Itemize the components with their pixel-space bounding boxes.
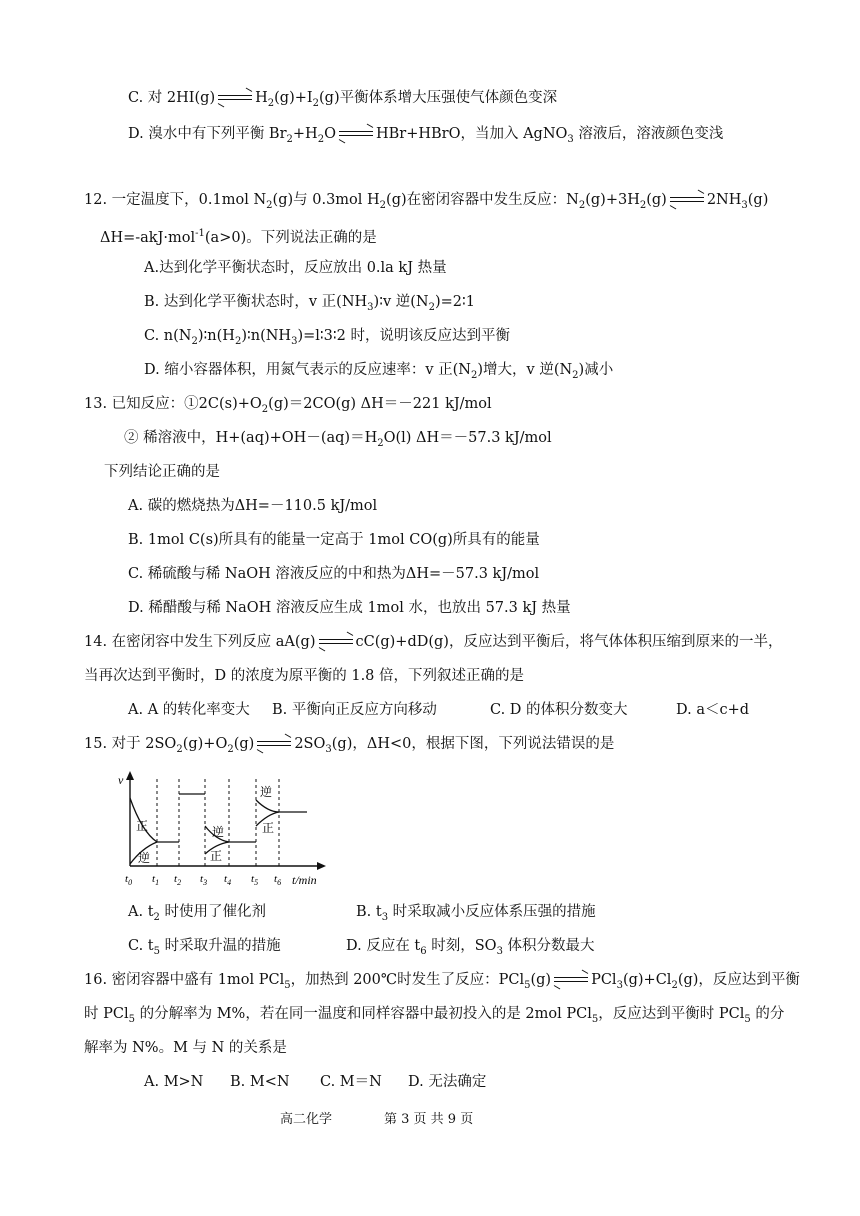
label-ni-3: 逆 bbox=[260, 785, 273, 799]
label-zheng-2: 正 bbox=[210, 849, 223, 863]
footer-page-number: 第 3 页 共 9 页 bbox=[384, 1112, 474, 1127]
tick-label-t4: $t_4$ bbox=[224, 873, 232, 887]
label-ni-1: 逆 bbox=[138, 851, 151, 865]
q14-option-b: B. 平衡向正反应方向移动 bbox=[272, 702, 437, 718]
q15-option-b: B. $t_3$ 时采取减小反应体系压强的措施 bbox=[356, 904, 596, 923]
q14-option-c: C. D 的体积分数变大 bbox=[490, 702, 628, 718]
x-axis-arrow-icon bbox=[317, 862, 326, 870]
x-axis-label: t/min bbox=[292, 873, 317, 887]
q12-option-c: C. $n(N_2)∶n(H_2)∶n(NH_3)=l∶3∶2$ 时，说明该反应达到平衡 bbox=[144, 328, 511, 347]
q14-option-a: A. A 的转化率变大 bbox=[128, 702, 250, 718]
tick-label-t2: $t_2$ bbox=[174, 873, 182, 887]
q16-option-c: C. M＝N bbox=[320, 1074, 382, 1090]
q12-option-a: A.达到化学平衡状态时，反应放出 0.la kJ 热量 bbox=[144, 260, 447, 276]
q13-stem-line2: ② 稀溶液中，$H+(aq)+OH-(aq)=H_2O(l)$ ΔH＝－57.3 kJ/mol bbox=[124, 430, 552, 449]
y-axis-label: v bbox=[118, 773, 124, 787]
tick-label-t0: $t_0$ bbox=[125, 873, 133, 887]
rate-time-graph bbox=[112, 770, 328, 888]
q15-option-c: C. $t_5$ 时采取升温的措施 bbox=[128, 938, 281, 957]
curve-reverse-3 bbox=[256, 800, 307, 812]
q13-option-a: A. 碳的燃烧热为ΔH=－110.5 kJ/mol bbox=[128, 498, 378, 514]
tick-label-t1: $t_1$ bbox=[152, 873, 160, 887]
q11-option-d: D. 溴水中有下列平衡 $Br_2+H_2O$ HBr+HBrO，当加入 AgNO$_3$ 溶液后，溶液颜色变浅 bbox=[128, 124, 723, 150]
q12-option-d: D. 缩小容器体积，用氮气表示的反应速率：v 正$(N_2)$增大，v 逆$(N_2)$减小 bbox=[144, 362, 614, 381]
y-axis-arrow-icon bbox=[126, 771, 134, 780]
q12-stem-line2: ΔH=-akJ·mol$^{-1}$(a>0)。下列说法正确的是 bbox=[100, 228, 377, 246]
tick-label-t5: $t_5$ bbox=[251, 873, 259, 887]
footer-subject: 高二化学 bbox=[280, 1112, 333, 1127]
q15-stem: 15. 对于 $2SO_2(g)+O_2(g)$ $2SO_3(g)$，ΔH<0，根据下图，下列说法错误的是 bbox=[84, 734, 614, 760]
q12-option-b: B. 达到化学平衡状态时，v 正$(NH_3)∶v$ 逆$(N_2)=2∶1$ bbox=[144, 294, 476, 313]
q16-option-d: D. 无法确定 bbox=[408, 1074, 487, 1090]
tick-label-t6: $t_6$ bbox=[274, 873, 282, 887]
q14-stem-line1: 14. 在密闭容中发生下列反应 aA(g) cC(g)+dD(g)，反应达到平衡后，将气体体积压缩到原来的一半， bbox=[84, 632, 782, 652]
q13-option-c: C. 稀硫酸与稀 NaOH 溶液反应的中和热为ΔH=－57.3 kJ/mol bbox=[128, 566, 540, 582]
q14-stem-line2: 当再次达到平衡时，D 的浓度为原平衡的 1.8 倍，下列叙述正确的是 bbox=[84, 668, 525, 684]
equilibrium-arrow-icon bbox=[257, 737, 291, 751]
q12-stem-line1: 12. 一定温度下，0.1mol $N_2(g)$与 0.3mol $H_2(g)$在密闭容器中发生反应：$N_2(g)+3H_2(g)$ $2NH_3(g)$ bbox=[84, 190, 768, 216]
equilibrium-arrow-icon bbox=[319, 635, 353, 649]
tick-label-t3: $t_3$ bbox=[200, 873, 208, 887]
q16-option-a: A. M>N bbox=[144, 1074, 204, 1090]
q16-stem-line2: 时 PCl$_5$ 的分解率为 M%，若在同一温度和同样容器中最初投入的是 2mol PCl$_5$，反应达到平衡时 PCl$_5$ 的分 bbox=[84, 1006, 785, 1025]
q13-stem-line3: 下列结论正确的是 bbox=[104, 464, 220, 480]
label-zheng-1: 正 bbox=[136, 819, 149, 833]
q15-option-d: D. 反应在 $t_6$ 时刻，$SO_3$ 体积分数最大 bbox=[346, 938, 595, 957]
q16-stem-line1: 16. 密闭容器中盛有 1mol PCl$_5$，加热到 200℃时发生了反应：PCl$_5$(g) $PCl_3(g)+Cl_2(g)$，反应达到平衡 bbox=[84, 970, 800, 996]
q13-option-b: B. 1mol C(s)所具有的能量一定高于 1mol CO(g)所具有的能量 bbox=[128, 532, 540, 548]
q13-stem-line1: 13. 已知反应：$①2C(s)+O_2(g)=2CO(g)$ ΔH＝－221 kJ/mol bbox=[84, 396, 492, 415]
label-zheng-3: 正 bbox=[262, 821, 275, 835]
q16-stem-line3: 解率为 N%。M 与 N 的关系是 bbox=[84, 1040, 287, 1056]
equilibrium-arrow-icon bbox=[554, 973, 588, 987]
q13-option-d: D. 稀醋酸与稀 NaOH 溶液反应生成 1mol 水，也放出 57.3 kJ 热量 bbox=[128, 600, 571, 616]
q11-option-c: C. 对 2HI(g) $H_2(g)+I_2(g)$平衡体系增大压强使气体颜色变深 bbox=[128, 88, 557, 114]
q14-option-d: D. a＜c+d bbox=[676, 702, 750, 718]
q15-option-a: A. $t_2$ 时使用了催化剂 bbox=[128, 904, 267, 923]
equilibrium-arrow-icon bbox=[670, 193, 704, 207]
equilibrium-arrow-icon bbox=[218, 91, 252, 105]
label-ni-2: 逆 bbox=[212, 825, 225, 839]
q16-option-b: B. M<N bbox=[230, 1074, 290, 1090]
equilibrium-arrow-icon bbox=[339, 127, 373, 141]
